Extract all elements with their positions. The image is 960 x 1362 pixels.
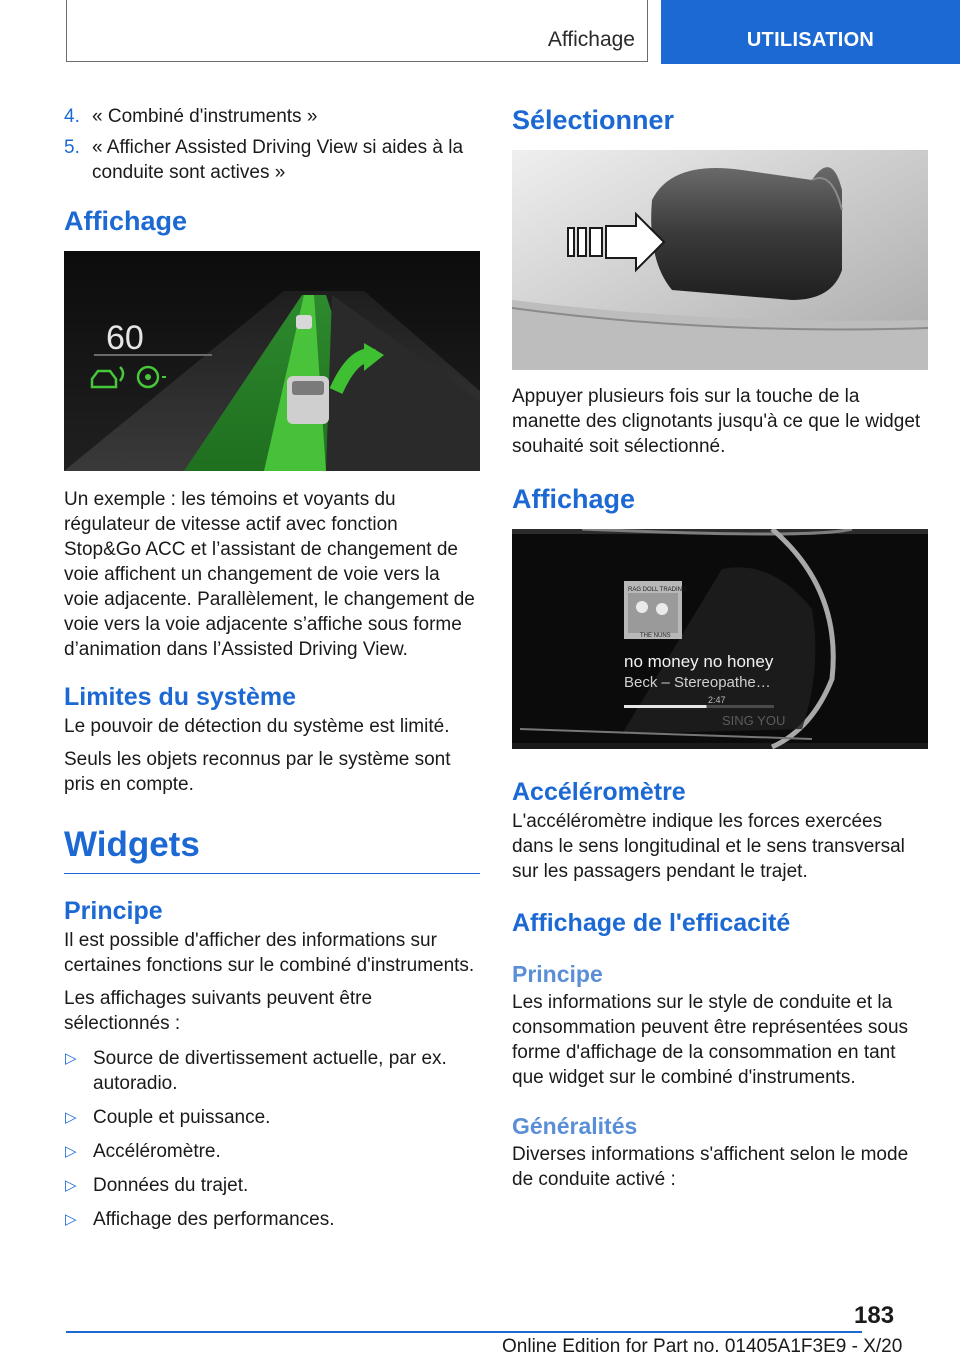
background-text: SING YOU <box>722 713 786 728</box>
heading-limites: Limites du système <box>64 683 297 711</box>
bullet-text: Accéléromètre. <box>93 1141 221 1162</box>
list-item <box>64 104 480 129</box>
triangle-bullet-icon: ▷ <box>65 1109 77 1126</box>
triangle-bullet-icon: ▷ <box>65 1143 77 1160</box>
heading-affichage-right: Affichage <box>512 484 636 514</box>
speed-readout: 60 <box>106 319 144 357</box>
limites-p2: Seuls les objets reconnus par le système sont pris en compte. <box>64 749 451 795</box>
heading-principe-right: Principe <box>512 961 603 987</box>
right-column <box>512 104 928 1192</box>
progress-fill <box>624 705 707 708</box>
footer-edition: Online Edition for Part no. 01405A1F3E9 - X/20 <box>502 1336 903 1357</box>
triangle-bullet-icon: ▷ <box>65 1177 77 1194</box>
triangle-bullet-icon: ▷ <box>65 1050 77 1067</box>
limites-p1: Le pouvoir de détection du système est limité. <box>64 716 450 737</box>
principe-p1: Il est possible d'afficher des informations sur certaines fonctions sur le combiné d'instruments. <box>64 930 475 976</box>
affichage-description: Un exemple : les témoins et voyants du régulateur de vitesse actif avec fonction Stop&Go ACC et l’assistant de changement de voie affichent un changement de voie vers la voie adjacente. Parallèlement, le changement de voie vers la voie adjacente s’affiche sous forme d’animation dans l’Assisted Driving View. <box>64 489 475 660</box>
generalites-description: Diverses informations s'affichent selon le mode de conduite activé : <box>512 1144 909 1190</box>
widget-bullet-list <box>64 1046 480 1232</box>
triangle-bullet-icon: ▷ <box>65 1211 77 1228</box>
selectionner-description: Appuyer plusieurs fois sur la touche de la manette des clignotants jusqu'à ce que le widget souhaité soit sélectionné. <box>512 386 921 457</box>
track-title: no money no honey <box>624 652 774 671</box>
header-section-title: Affichage <box>547 28 635 51</box>
list-number: 5. <box>64 137 80 158</box>
principe-description: Les informations sur le style de conduite et la consommation peuvent être représentées sous forme d'affichage de la consommation en tant que widget sur le combiné d'instruments. <box>512 992 909 1088</box>
turn-signal-stalk-illustration <box>512 150 928 370</box>
widget-display-figure <box>512 529 928 749</box>
list-item <box>64 1139 480 1164</box>
list-number: 4. <box>64 106 80 127</box>
assisted-driving-figure <box>64 251 480 471</box>
list-text: « Combiné d'instruments » <box>92 106 318 127</box>
page-number: 183 <box>854 1302 895 1329</box>
accelerometre-description: L'accéléromètre indique les forces exercées dans le sens longitudinal et le sens transversal sur les passagers pendant le trajet. <box>512 811 905 882</box>
heading-affichage: Affichage <box>64 206 188 236</box>
bullet-text: Source de divertissement actuelle, par ex. autoradio. <box>93 1048 447 1094</box>
heading-principe: Principe <box>64 897 163 925</box>
footer-rule <box>66 1331 862 1333</box>
media-widget-illustration <box>512 529 928 749</box>
list-item <box>64 1046 480 1096</box>
bullet-text: Affichage des performances. <box>93 1209 335 1230</box>
heading-efficacite: Affichage de l'efficacité <box>512 909 791 937</box>
header-chapter-tab[interactable] <box>661 0 960 64</box>
numbered-list <box>64 104 480 185</box>
list-item <box>64 1105 480 1130</box>
list-item <box>64 135 480 185</box>
assisted-driving-illustration <box>64 251 480 471</box>
bullet-text: Données du trajet. <box>93 1175 249 1196</box>
list-item <box>64 1173 480 1198</box>
heading-widgets: Widgets <box>64 823 480 874</box>
bullet-text: Couple et puissance. <box>93 1107 271 1128</box>
left-column <box>64 104 480 1241</box>
list-text: « Afficher Assisted Driving View si aides à la conduite sont actives » <box>92 137 464 183</box>
track-artist: Beck – Stereopathe… <box>624 674 771 691</box>
track-time: 2:47 <box>708 695 726 705</box>
heading-generalites: Généralités <box>512 1113 638 1139</box>
principe-p2: Les affichages suivants peuvent être sélectionnés : <box>64 988 373 1034</box>
heading-accelerometre: Accéléromètre <box>512 778 686 806</box>
stalk-button-figure <box>512 150 928 370</box>
album-cover-subtext: THE NUNS <box>640 633 671 639</box>
heading-selectionner: Sélectionner <box>512 105 675 135</box>
header-chapter-label: UTILISATION <box>746 28 875 51</box>
list-item <box>64 1207 480 1232</box>
album-cover-text: RAG DOLL TRADING <box>628 587 687 593</box>
